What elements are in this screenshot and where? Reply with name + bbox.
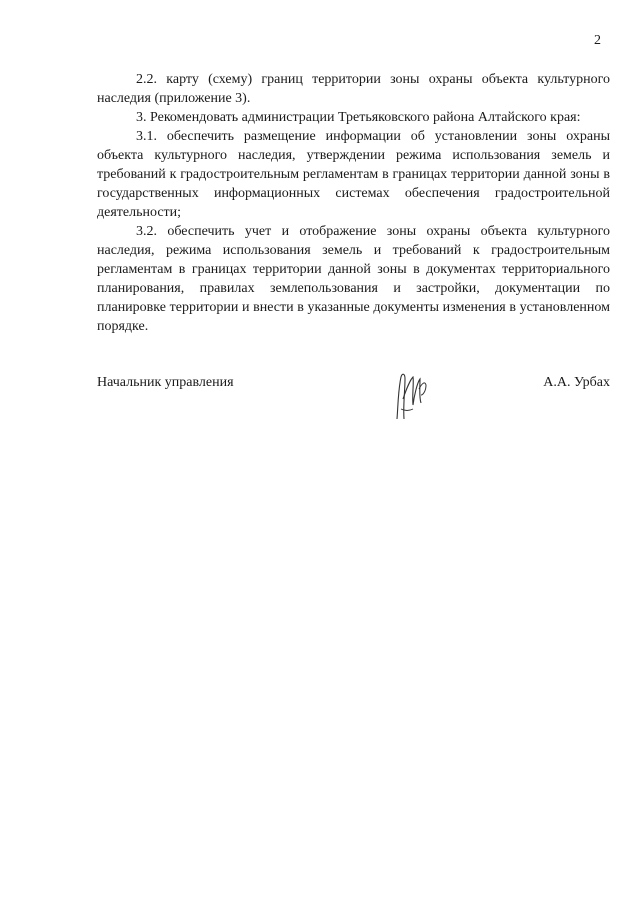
- paragraph-3-2: 3.2. обеспечить учет и отображение зоны охраны объекта культурного наследия, режима использования земель и требований к градостроительным регламентам в границах территории данной зоны в документах территориального планирования, правилах землепользования и застройки, документации по планировке территории и внести в указанные документы изменения в установленном порядке.: [97, 224, 610, 334]
- document-body: [97, 70, 610, 336]
- page-number: 2: [594, 33, 601, 48]
- paragraph-3-1: 3.1. обеспечить размещение информации об установлении зоны охраны объекта культурного наследия, утверждении режима использования земель и требований к градостроительным регламентам в границах территории данной зоны в государственных информационных системах обеспечения градостроительной деятельности;: [97, 129, 610, 220]
- handwritten-signature: [389, 369, 433, 425]
- signatory-position: Начальник управления: [97, 375, 234, 390]
- signature-block: [97, 369, 610, 429]
- paragraph-2-2: 2.2. карту (схему) границ территории зоны охраны объекта культурного наследия (приложение 3).: [97, 72, 610, 106]
- signatory-name: А.А. Урбах: [543, 375, 610, 390]
- paragraph-3: 3. Рекомендовать администрации Третьяковского района Алтайского края:: [136, 110, 581, 125]
